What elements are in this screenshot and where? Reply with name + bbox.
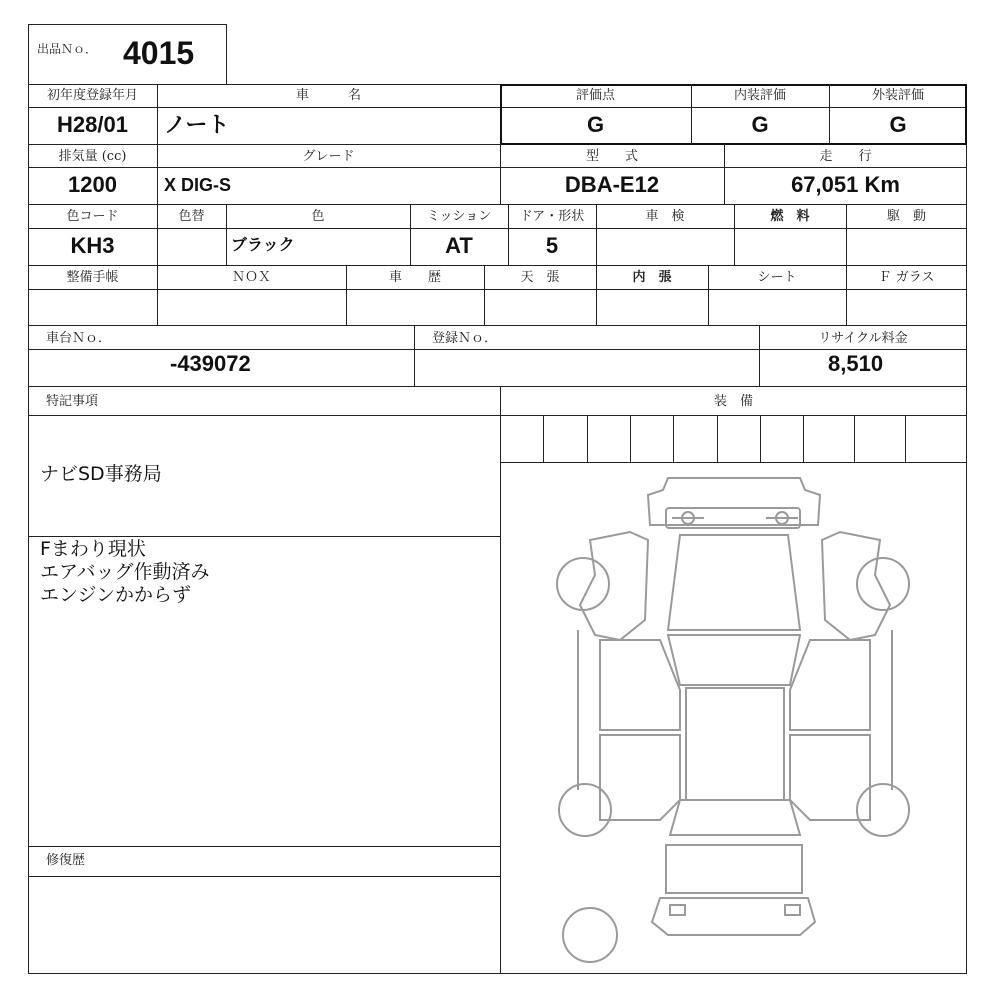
recycle-fee-value: 8,510	[828, 351, 884, 376]
hatch	[666, 845, 802, 893]
right-front-fender	[822, 532, 890, 640]
doors-value: 5	[545, 233, 559, 258]
mileage-value: 67,051 Km	[791, 172, 900, 197]
label-equipment: 装 備	[713, 394, 753, 409]
equipment-cell-divider	[803, 415, 804, 462]
label-chassis-number: 車台Ｎｏ．	[46, 331, 112, 346]
color-value: ブラック	[231, 237, 295, 254]
label-grade: グレード	[302, 149, 355, 164]
label-maintenance-book: 整備手帳	[66, 270, 119, 285]
label-color-change: 色替	[178, 209, 205, 224]
car-damage-diagram	[501, 463, 966, 973]
note-line: Fまわり現状	[40, 538, 146, 560]
equipment-cell-divider	[673, 415, 674, 462]
label-color: 色	[311, 209, 325, 224]
label-remarks: 特記事項	[46, 394, 99, 409]
displacement-value: 1200	[68, 172, 117, 197]
grade-value: X DIG-S	[164, 175, 232, 195]
label-seat: シート	[757, 270, 797, 285]
equipment-cell-divider	[854, 415, 855, 462]
equipment-cell-divider	[905, 415, 906, 462]
equipment-cell-divider	[630, 415, 631, 462]
left-front-fender	[580, 532, 648, 640]
equipment-cell-divider	[717, 415, 718, 462]
label-displacement: 排気量 (cc)	[58, 149, 127, 164]
right-front-door	[790, 640, 870, 730]
equipment-cell-divider	[760, 415, 761, 462]
label-exterior-grade: 外装評価	[871, 88, 924, 103]
label-interior-grade: 内装評価	[733, 88, 786, 103]
left-front-wheel	[557, 558, 609, 610]
label-color-code: 色コード	[66, 209, 119, 224]
label-inspection: 車 検	[645, 209, 685, 224]
chassis-number-value: -439072	[170, 351, 251, 376]
right-rear-wheel	[857, 784, 909, 836]
label-drive: 駆 動	[886, 209, 926, 224]
interior-grade-value: G	[751, 112, 769, 137]
label-repair-history: 修復歴	[46, 853, 86, 868]
spare-wheel	[563, 908, 617, 962]
label-mileage: 走 行	[819, 149, 872, 164]
exterior-grade-value: G	[889, 112, 907, 137]
remark-line-1: ナビSD事務局	[40, 463, 162, 485]
windshield	[668, 635, 800, 685]
label-car-name: 車 名	[295, 88, 361, 103]
label-transmission: ミッション	[426, 209, 492, 224]
rear-light-right	[785, 905, 800, 915]
label-fuel: 燃 料	[770, 209, 810, 224]
lot-number-value: 4015	[123, 35, 195, 71]
transmission-value: AT	[445, 233, 473, 258]
first-registration-value: H28/01	[57, 112, 128, 137]
roof	[686, 688, 784, 800]
left-rear-wheel	[559, 784, 611, 836]
color-code-value: KH3	[70, 233, 115, 258]
rear-window	[670, 800, 800, 835]
hood	[668, 535, 800, 630]
label-headliner: 天 張	[520, 270, 560, 285]
rear-light-left	[670, 905, 685, 915]
label-vehicle-history: 車 歴	[388, 270, 441, 285]
label-interior-trim: 内 張	[632, 270, 672, 285]
label-doors-shape: ドア・形状	[519, 209, 585, 224]
evaluation-score-value: G	[586, 112, 605, 137]
rear-bumper	[652, 898, 815, 935]
label-front-glass: Ｆ ガラス	[878, 270, 935, 285]
model-code-value: DBA-E12	[564, 172, 660, 197]
equipment-cell-divider	[543, 415, 544, 462]
right-front-wheel	[857, 558, 909, 610]
note-line: エアバッグ作動済み	[40, 561, 210, 583]
equipment-cell-divider	[587, 415, 588, 462]
label-recycle-fee: リサイクル料金	[818, 331, 908, 346]
car-name-value: ノート	[164, 112, 230, 137]
left-front-door	[600, 640, 680, 730]
label-first-registration: 初年度登録年月	[46, 88, 138, 103]
label-model-code: 型 式	[585, 149, 638, 164]
lot-number-label: 出品Ｎｏ．	[37, 42, 98, 56]
lot-number-box	[28, 24, 227, 85]
note-line: エンジンかからず	[40, 584, 192, 606]
label-nox: ＮＯＸ	[231, 270, 271, 285]
label-registration-number: 登録Ｎｏ．	[432, 331, 498, 346]
label-evaluation-score: 評価点	[575, 88, 615, 103]
left-rear-door	[600, 735, 680, 820]
